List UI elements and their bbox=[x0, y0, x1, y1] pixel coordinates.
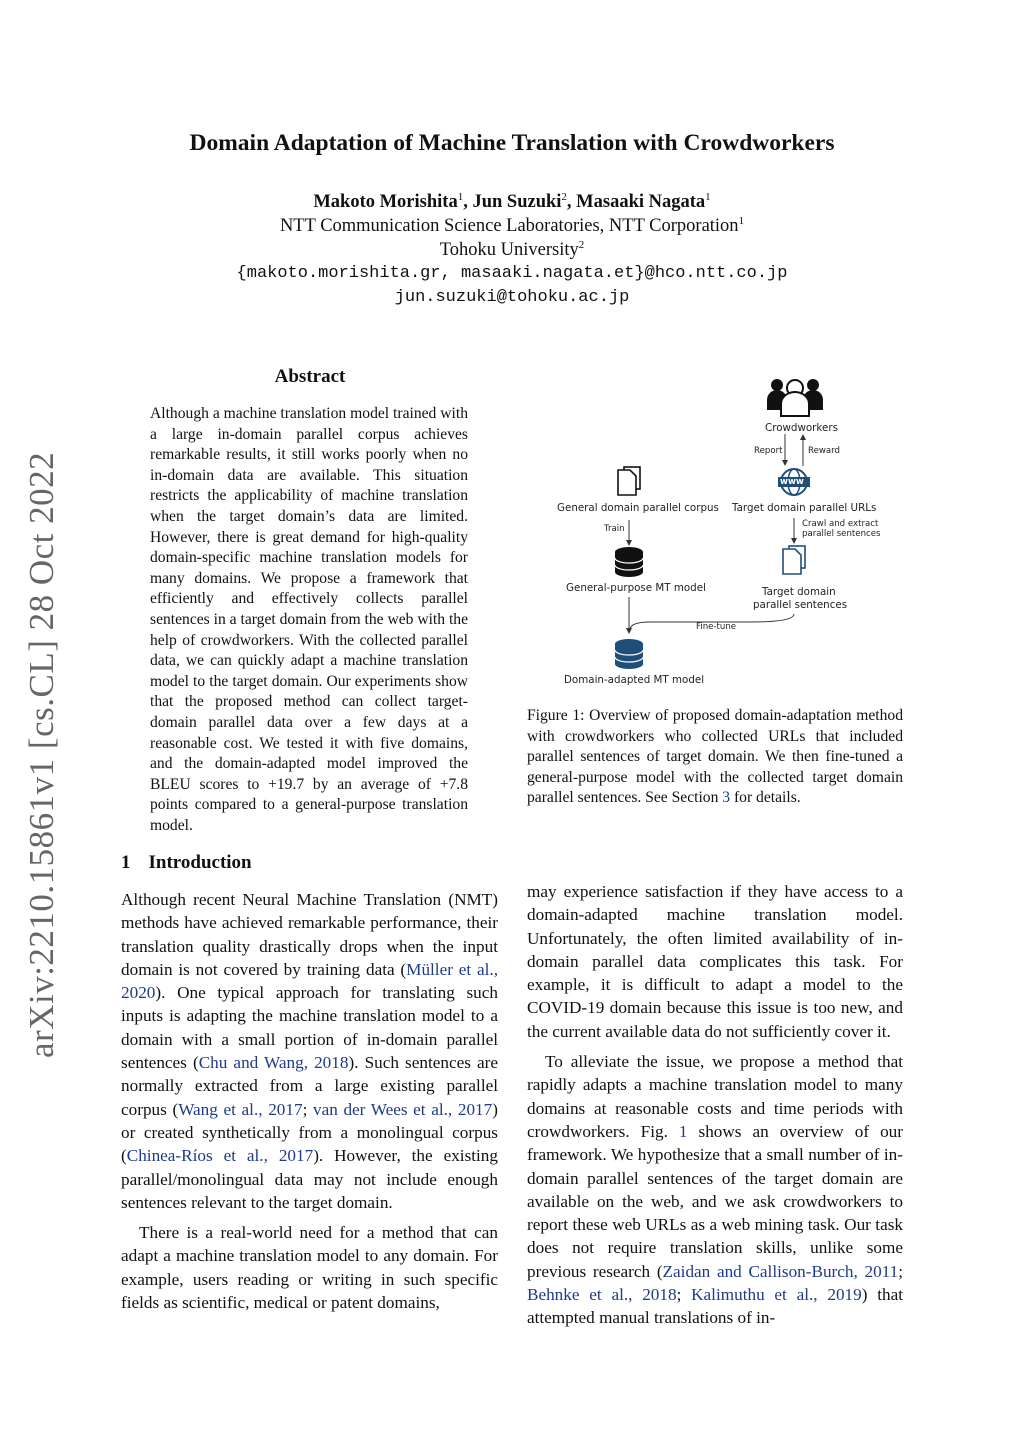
text-run: ) or created synthetically from a monolingual corpus ( bbox=[121, 1099, 498, 1166]
citation-link[interactable]: Kalimuthu et al., 2019 bbox=[691, 1285, 862, 1305]
section-heading-introduction bbox=[121, 852, 252, 874]
affiliation-line bbox=[0, 214, 1024, 238]
target-sentences-label: parallel sentences bbox=[753, 599, 848, 611]
database-icon bbox=[615, 639, 643, 669]
citation-link[interactable]: Behnke et al., 2018 bbox=[527, 1285, 677, 1305]
affiliation-text: NTT Communication Science Laboratories, NTT Corporation bbox=[279, 216, 739, 236]
text-run: shows an overview of our framework. We hypothesize that a small number of in-domain parallel sentences of the target domain are available on the web, and we ask crowdworkers to report these web URLs as a web mining task. Our task does not require translation skills, unlike some previous research ( bbox=[527, 1121, 903, 1281]
document-icon bbox=[618, 467, 640, 495]
text-run: To alleviate the issue, we propose a method that rapidly adapts a machine translation model to many domains at reasonable costs and time periods with crowdworkers. Fig. bbox=[527, 1052, 903, 1141]
general-corpus-label: General domain parallel corpus bbox=[557, 502, 719, 514]
affiliation-line bbox=[0, 238, 1024, 262]
affiliation-mark: 2 bbox=[561, 191, 567, 203]
text-run: ; bbox=[898, 1261, 903, 1281]
database-icon bbox=[615, 547, 643, 577]
citation-link[interactable]: Chu and Wang, 2018 bbox=[198, 1053, 349, 1073]
text-run: ) that attempted manual translations of in- bbox=[527, 1285, 904, 1328]
author-name: Masaaki Nagata bbox=[576, 192, 706, 212]
citation-link[interactable]: Wang et al., 2017 bbox=[178, 1099, 303, 1119]
finetune-label: Fine-tune bbox=[696, 622, 737, 632]
www-label: www bbox=[780, 477, 804, 487]
crawl-label: Crawl and extract bbox=[802, 519, 879, 529]
text-run: ). One typical approach for translating such inputs is adapting the machine translation model to a domain with a small portion of in-domain parallel sentences ( bbox=[121, 983, 498, 1073]
paragraph: There is a real-world need for a method that can adapt a machine translation model to any domain. For example, users reading or writing in such specific fields as scientific, medical or patent domains, bbox=[121, 1223, 498, 1313]
section-number: 1 bbox=[121, 852, 131, 873]
text-run: ; bbox=[302, 1099, 313, 1119]
abstract-text: Although a machine translation model trained with a large in-domain parallel corpus achieves remarkable results, it still works poorly when no in-domain data are available. This situation restricts the applicability of machine translation when the target domain’s data are limited. However, there is great demand for high-quality domain-specific machine translation models for many domains. We propose a framework that efficiently and effectively collects parallel sentences in a target domain from the web with the help of crowdworkers. With the collected parallel data, we can quickly adapt a machine translation model to the target domain. Our experiments show that the proposed method can collect target-domain parallel data over a few days at a reasonable cost. We tested it with five domains, and the domain-adapted model improved the BLEU scores to +19.7 by an average of +7.8 points compared to a general-purpose translation model. bbox=[150, 405, 468, 834]
paragraph: may experience satisfaction if they have access to a domain-adapted machine translation model. Unfortunately, the often limited availability of in-domain parallel data complicates this task. For example, it is difficult to adapt a model to the COVID-19 domain because this issue is too new, and the current available data do not sufficiently cover it. bbox=[527, 882, 903, 1041]
figure-1-diagram bbox=[550, 372, 890, 692]
author-separator: , bbox=[566, 192, 577, 212]
caption-text: for details. bbox=[730, 789, 801, 807]
crowdworkers-icon bbox=[767, 379, 823, 416]
paragraph bbox=[121, 888, 498, 1214]
document-icon bbox=[783, 546, 805, 574]
citation-link[interactable]: van der Wees et al., 2017 bbox=[313, 1099, 493, 1119]
section-title: Introduction bbox=[148, 852, 252, 873]
author-separator: , bbox=[463, 192, 473, 212]
text-run: ; bbox=[676, 1285, 692, 1305]
report-label: Report bbox=[754, 446, 783, 456]
paragraph bbox=[527, 1050, 903, 1330]
author-name: Makoto Morishita bbox=[313, 192, 458, 212]
affiliation-mark: 1 bbox=[457, 191, 464, 203]
citation-link[interactable]: Zaidan and Callison-Burch, 2011 bbox=[662, 1261, 899, 1281]
figure-1-caption bbox=[527, 706, 903, 809]
crawl-label: parallel sentences bbox=[802, 529, 881, 539]
text-run: ). However, the existing parallel/monolingual data may not include enough sentences relevant to the target domain. bbox=[121, 1146, 498, 1212]
text-run: ). Such sentences are normally extracted from a large existing parallel corpus ( bbox=[121, 1053, 498, 1119]
author-name: Jun Suzuki bbox=[472, 192, 562, 212]
train-label: Train bbox=[604, 524, 625, 534]
caption-text: Figure 1: Overview of proposed domain-adaptation method with crowdworkers who collected URLs that included parallel sentences of target domain. We then fine-tuned a general-purpose model with the collected target domain parallel sentences. See Section bbox=[527, 707, 903, 807]
affiliation-mark: 1 bbox=[705, 191, 711, 203]
affiliation-text: Tohoku University bbox=[439, 240, 579, 260]
intro-left-column bbox=[121, 888, 498, 1314]
citation-link[interactable]: Müller et al., 2020 bbox=[121, 959, 498, 1003]
paper-title: Domain Adaptation of Machine Translation with Crowdworkers bbox=[189, 130, 835, 156]
author-list bbox=[0, 190, 1024, 214]
section-ref-link[interactable]: 3 bbox=[722, 789, 731, 807]
affiliation-mark: 1 bbox=[738, 215, 745, 227]
reward-label: Reward bbox=[808, 446, 841, 456]
author-block bbox=[0, 190, 1024, 310]
abstract-heading: Abstract bbox=[274, 366, 346, 387]
citation-link[interactable]: Chinea-Ríos et al., 2017 bbox=[126, 1146, 314, 1166]
email-line: {makoto.morishita.gr, masaaki.nagata.et}@hco.ntt.co.jp bbox=[236, 264, 788, 283]
email-line: jun.suzuki@tohoku.ac.jp bbox=[394, 288, 630, 307]
affiliation-mark: 2 bbox=[578, 239, 585, 251]
general-model-label: General-purpose MT model bbox=[566, 582, 706, 594]
target-urls-label: Target domain parallel URLs bbox=[732, 502, 877, 514]
arxiv-identifier: arXiv:2210.15861v1 [cs.CL] 28 Oct 2022 bbox=[22, 451, 61, 1058]
crowdworkers-label: Crowdworkers bbox=[765, 422, 838, 434]
intro-right-column bbox=[527, 880, 903, 1330]
adapted-model-label: Domain-adapted MT model bbox=[564, 674, 705, 686]
target-sentences-label: Target domain bbox=[762, 586, 836, 598]
text-run: Although recent Neural Machine Translation (NMT) methods have achieved remarkable performance, their translation quality drastically drops when the input domain is not covered by training data ( bbox=[121, 890, 498, 979]
figure-ref-link[interactable]: 1 bbox=[678, 1121, 688, 1141]
